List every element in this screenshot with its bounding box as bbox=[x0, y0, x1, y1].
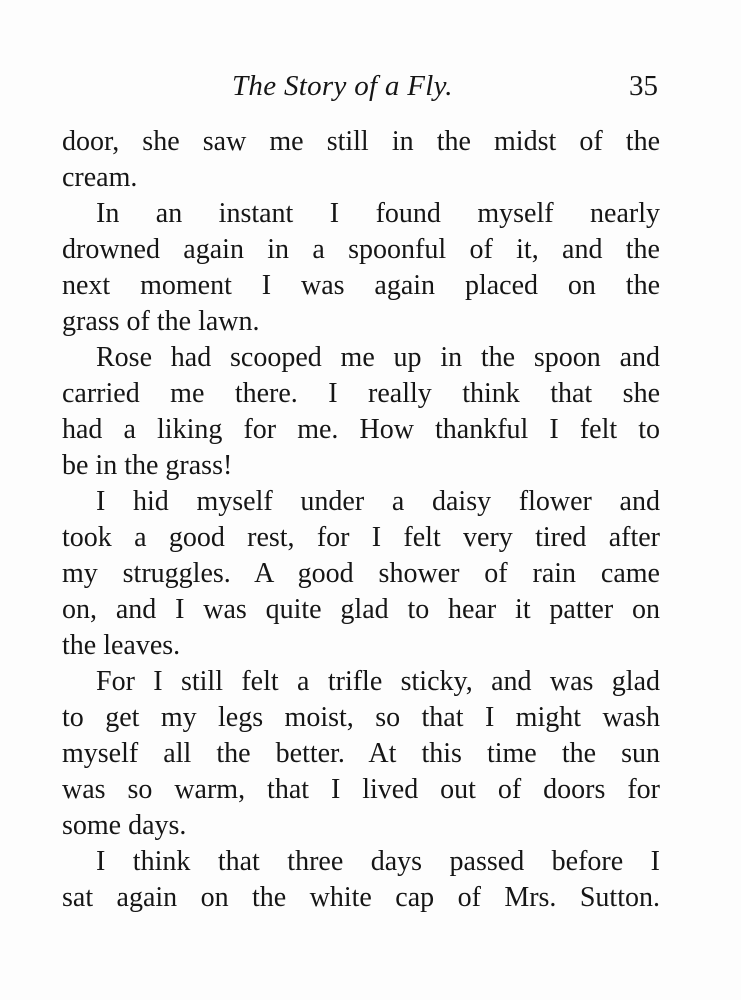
text-line: be in the grass! bbox=[62, 450, 233, 481]
page-number: 35 bbox=[629, 70, 658, 102]
text-line: on, and I was quite glad to hear it patter on bbox=[62, 594, 660, 625]
text-line: my struggles. A good shower of rain came bbox=[62, 558, 660, 589]
text-line: had a liking for me. How thankful I felt to bbox=[62, 414, 660, 445]
text-line: Rose had scooped me up in the spoon and bbox=[96, 342, 660, 373]
text-line: the leaves. bbox=[62, 630, 181, 661]
text-line: myself all the better. At this time the sun bbox=[62, 738, 660, 769]
text-line: took a good rest, for I felt very tired after bbox=[62, 522, 660, 553]
body-text bbox=[62, 124, 660, 916]
text-line: drowned again in a spoonful of it, and the bbox=[62, 234, 660, 265]
text-line: I hid myself under a daisy flower and bbox=[96, 486, 660, 517]
text-line: grass of the lawn. bbox=[62, 306, 260, 337]
text-line: carried me there. I really think that she bbox=[62, 378, 660, 409]
text-line: sat again on the white cap of Mrs. Sutton. bbox=[62, 882, 660, 913]
text-line: to get my legs moist, so that I might wash bbox=[62, 702, 660, 733]
text-line: cream. bbox=[62, 162, 138, 193]
text-line: door, she saw me still in the midst of the bbox=[62, 126, 660, 157]
running-title: The Story of a Fly. bbox=[232, 70, 453, 102]
text-line: I think that three days passed before I bbox=[96, 846, 660, 877]
text-line: some days. bbox=[62, 810, 187, 841]
text-line: For I still felt a trifle sticky, and was glad bbox=[96, 666, 660, 697]
running-head bbox=[62, 70, 658, 110]
text-line: next moment I was again placed on the bbox=[62, 270, 660, 301]
text-line: was so warm, that I lived out of doors for bbox=[62, 774, 660, 805]
text-line: In an instant I found myself nearly bbox=[96, 198, 660, 229]
